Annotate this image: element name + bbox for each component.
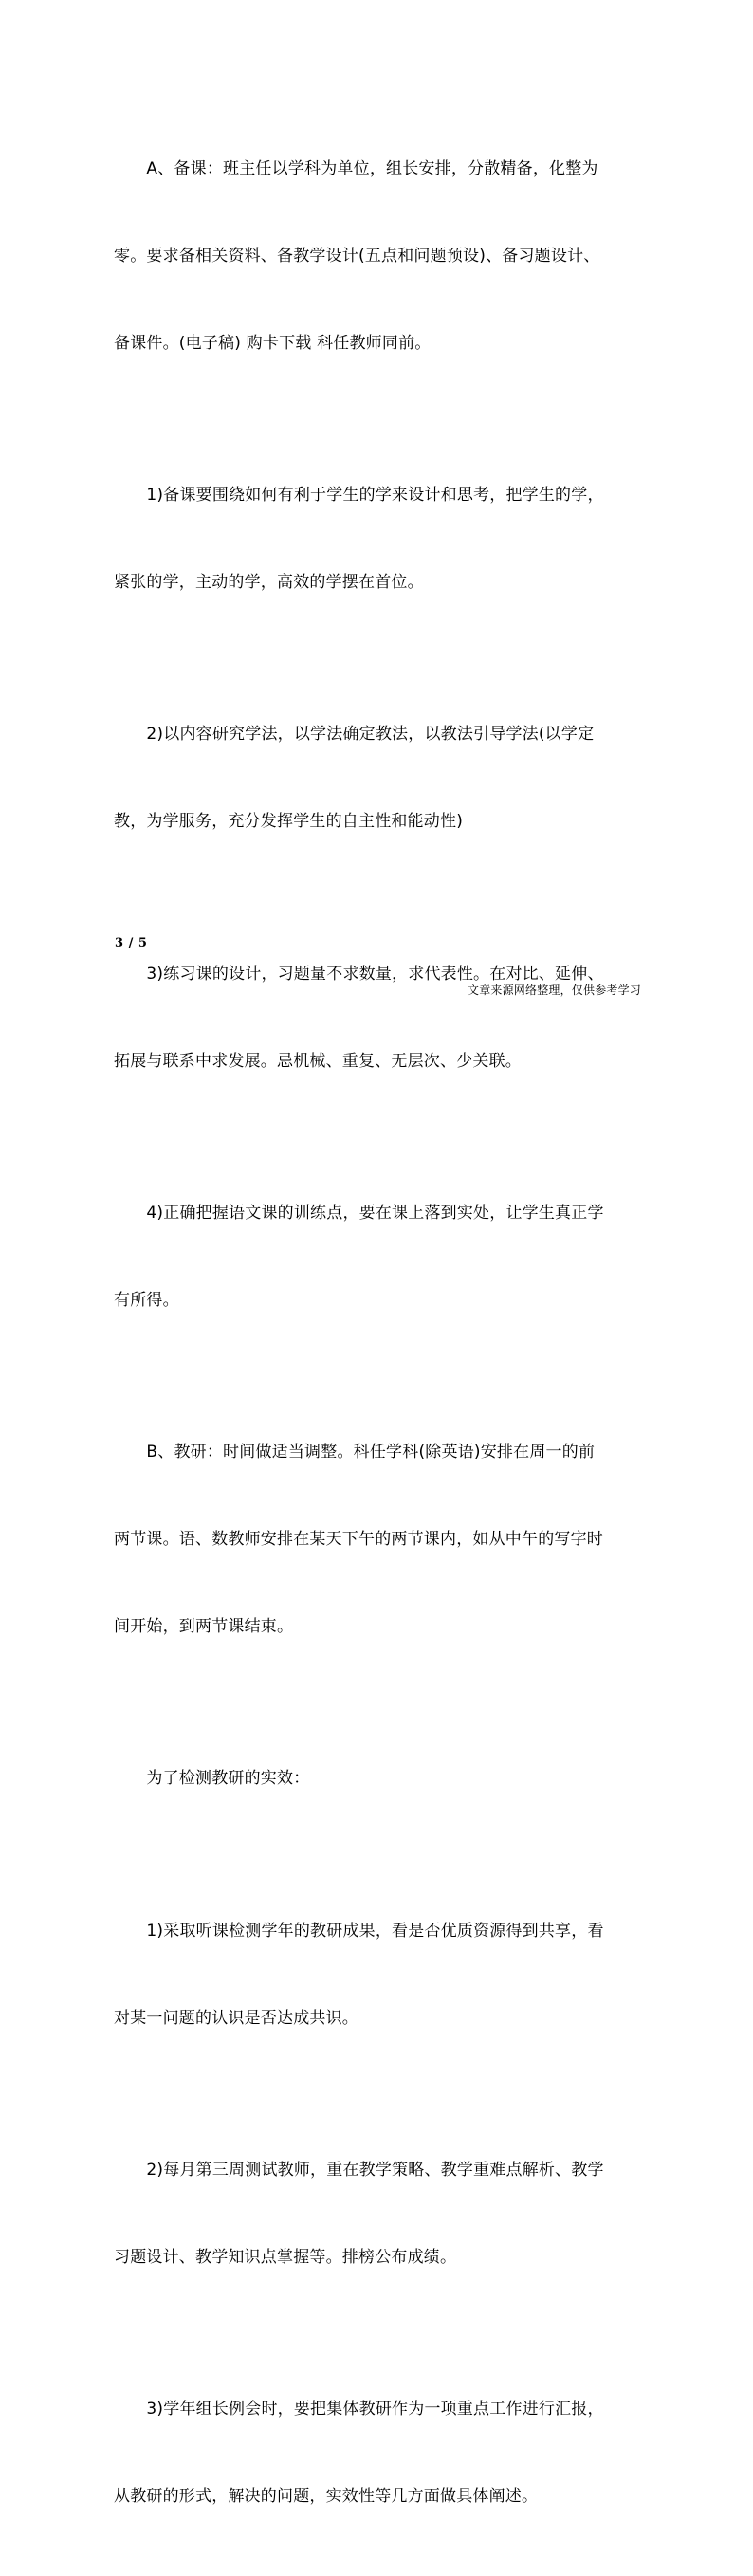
paragraph [114, 97, 645, 416]
document-body [114, 97, 645, 2576]
text-line: 1)备课要围绕如何有利于学生的学来设计和思考，把学生的学， [114, 486, 604, 506]
text-line: 4)正确把握语文课的训练点，要在课上落到实处，让学生真正学 [114, 1203, 604, 1223]
footer-note: 文章来源网络整理，仅供参考学习 [468, 984, 642, 997]
text-line: 为了检测教研的实效： [114, 1769, 310, 1789]
text-line: A、备课：班主任以学科为单位，组长安排，分散精备，化整为 [114, 159, 598, 179]
text-line: 从教研的形式，解决的问题，实效性等几方面做具体阐述。 [114, 2487, 539, 2506]
text-line: 两节课。语、数教师安排在某天下午的两节课内，如从中午的写字时 [114, 1530, 603, 1549]
text-line: 3)练习课的设计，习题量不求数量，求代表性。在对比、延伸、 [114, 964, 604, 984]
text-line: 对某一问题的认识是否达成共识。 [114, 2008, 358, 2028]
text-line: B、教研：时间做适当调整。科任学科(除英语)安排在周一的前 [114, 1443, 596, 1463]
text-line: 习题设计、教学知识点掌握等。排榜公布成绩。 [114, 2247, 457, 2267]
paragraph [114, 902, 645, 1134]
text-line: 有所得。 [114, 1290, 179, 1310]
paragraph [114, 662, 645, 894]
page-number: 3 / 5 [115, 936, 148, 950]
text-line: 2)以内容研究学法，以学法确定教法，以教法引导学法(以学定 [114, 725, 595, 745]
text-line: 间开始，到两节课结束。 [114, 1616, 294, 1636]
text-line: 紧张的学，主动的学，高效的学摆在首位。 [114, 573, 424, 592]
paragraph [114, 1859, 645, 2091]
paragraph [114, 1141, 645, 1373]
text-line: 备课件。(电子稿) 购卡下载 科任教师同前。 [114, 333, 432, 353]
text-line: 教，为学服务，充分发挥学生的自主性和能动性) [114, 812, 464, 832]
paragraph [114, 2098, 645, 2330]
paragraph [114, 2337, 645, 2569]
text-line: 1)采取听课检测学年的教研成果，看是否优质资源得到共享，看 [114, 1921, 604, 1941]
paragraph [114, 1706, 645, 1851]
paragraph [114, 1380, 645, 1700]
text-line: 2)每月第三周测试教师，重在教学策略、教学重难点解析、教学 [114, 2160, 604, 2180]
text-line: 零。要求备相关资料、备教学设计(五点和问题预设)、备习题设计、 [114, 246, 600, 266]
paragraph [114, 423, 645, 655]
text-line: 3)学年组长例会时，要把集体教研作为一项重点工作进行汇报， [114, 2400, 604, 2420]
text-line: 拓展与联系中求发展。忌机械、重复、无层次、少关联。 [114, 1051, 522, 1071]
